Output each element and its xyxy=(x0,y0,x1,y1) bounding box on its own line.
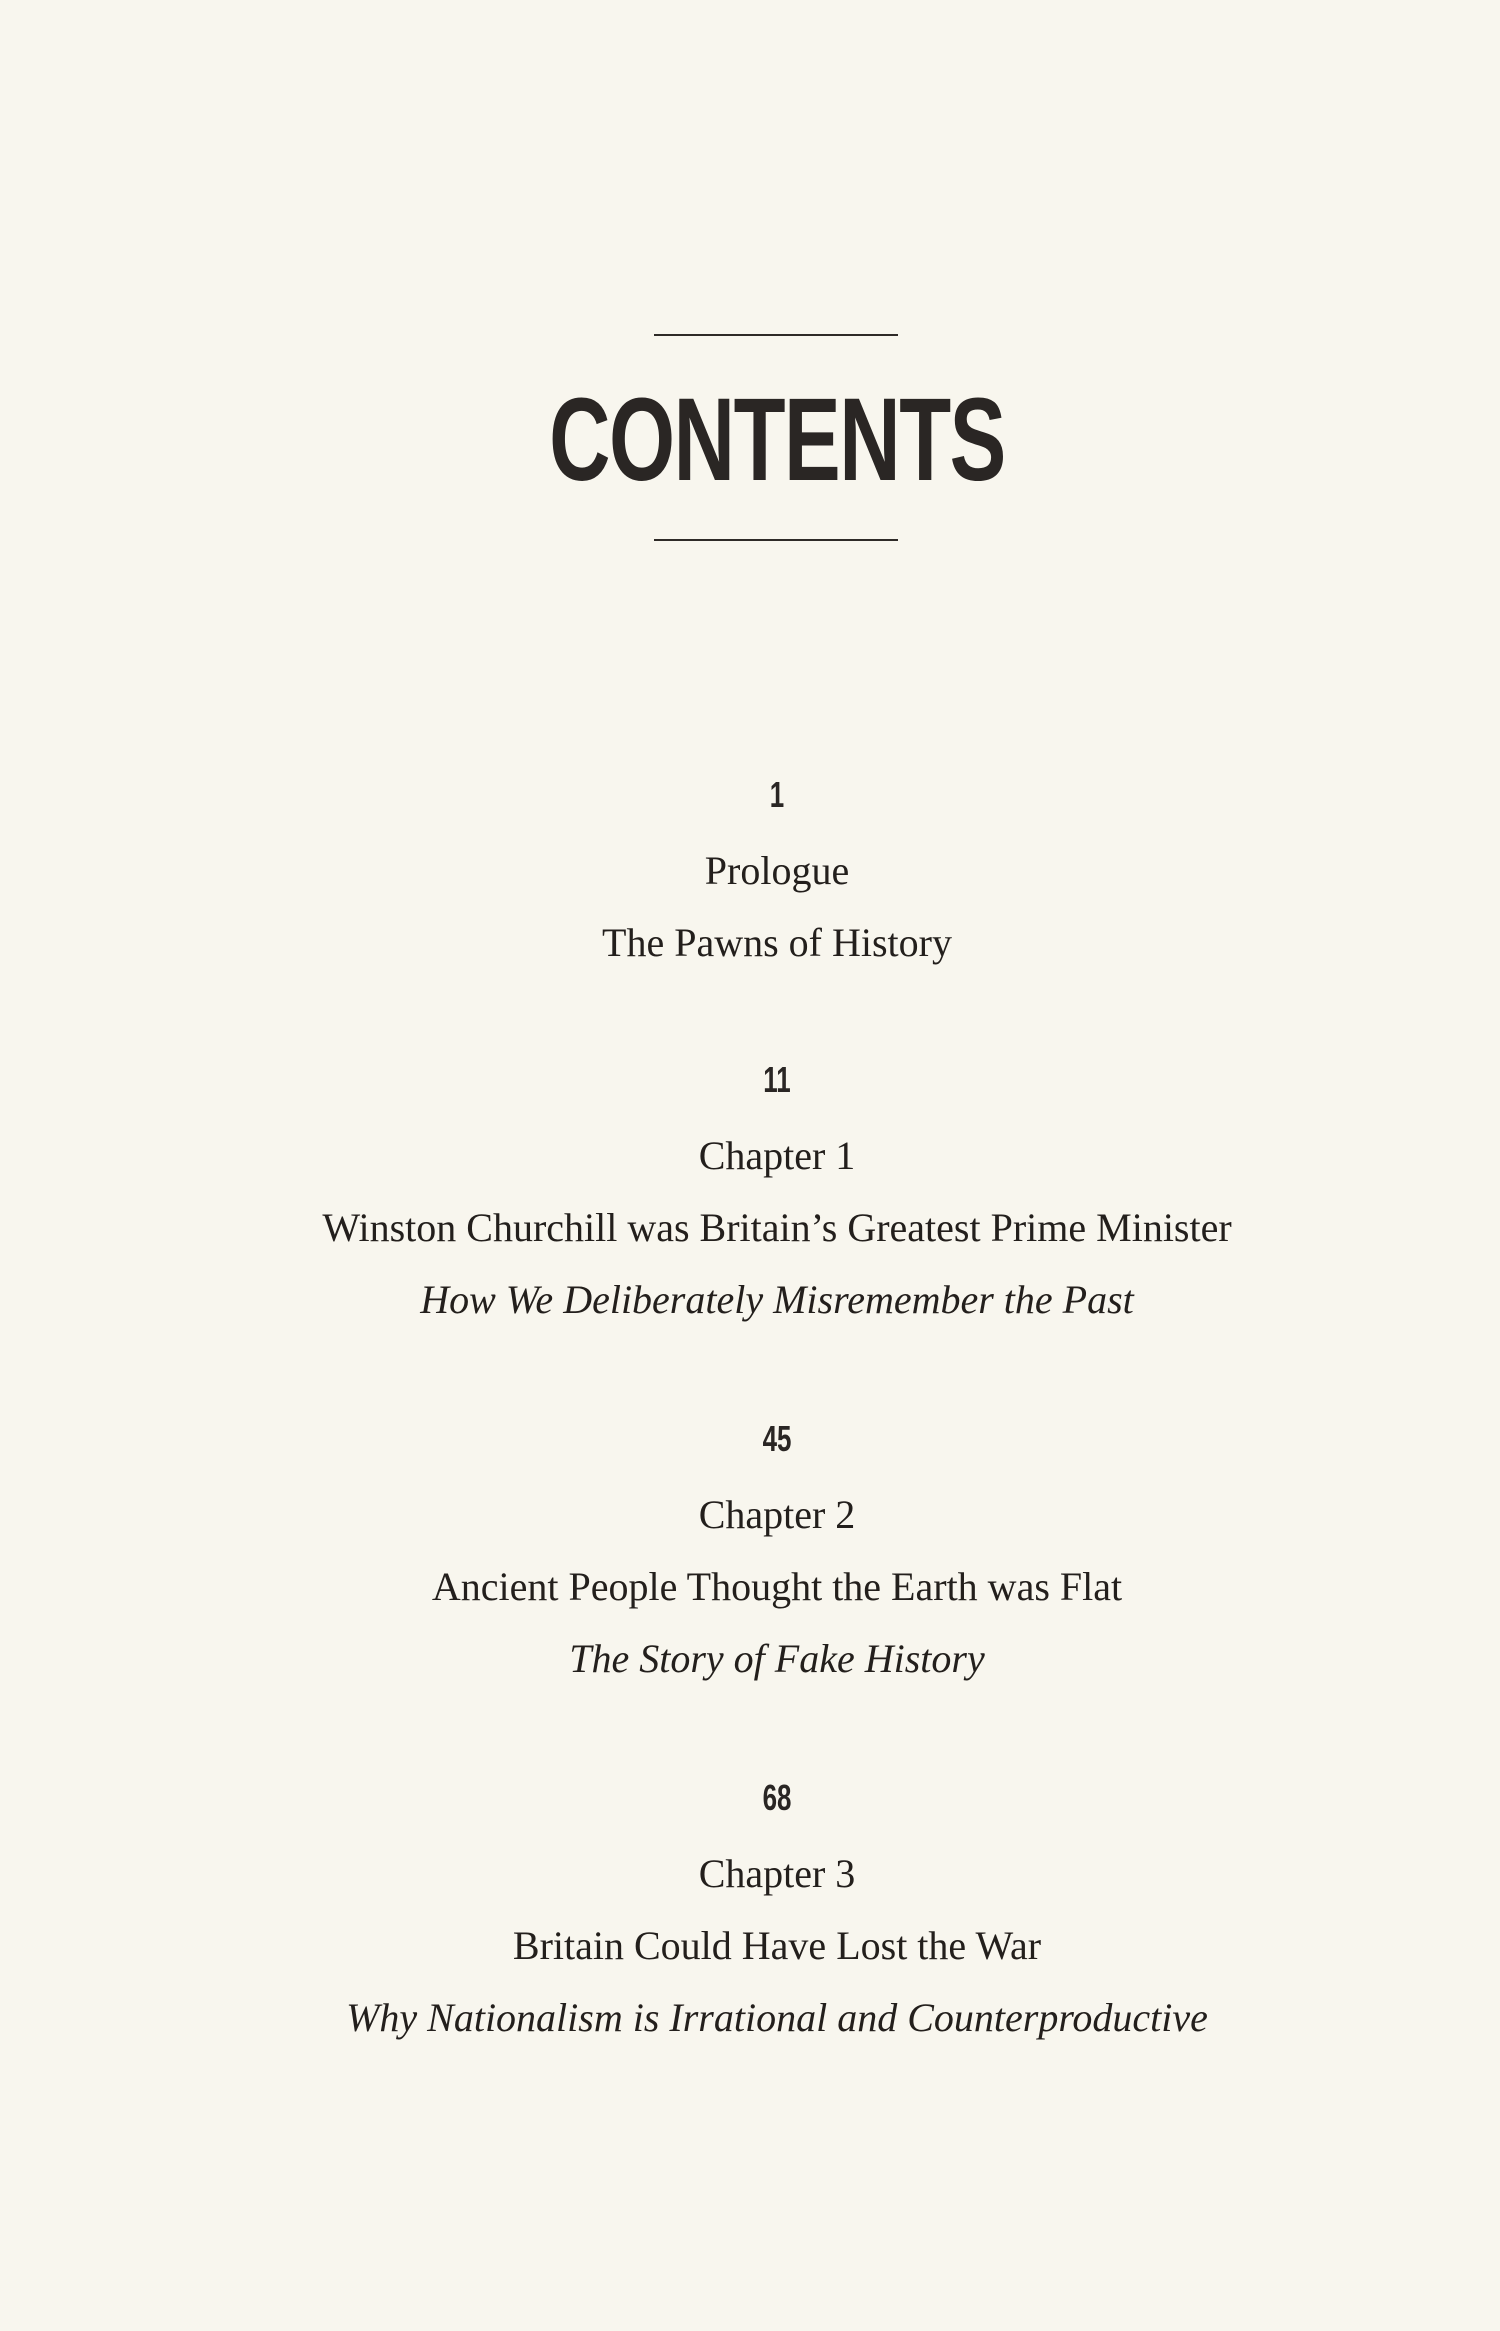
toc-entry-subtitle: Why Nationalism is Irrational and Counterproductive xyxy=(346,1995,1208,2040)
toc-entry-label: Chapter 1 xyxy=(698,1133,856,1178)
toc-entry-chapter-2 xyxy=(0,1419,1500,1695)
toc-entry-prologue xyxy=(0,775,1500,979)
heading-top-rule xyxy=(654,334,898,336)
toc-entry-subtitle: How We Deliberately Misremember the Past xyxy=(420,1277,1134,1322)
toc-entry-chapter-1 xyxy=(0,1060,1500,1336)
toc-entry-title: Winston Churchill was Britain’s Greatest Prime Minister xyxy=(322,1205,1232,1250)
toc-entry-subtitle: The Story of Fake History xyxy=(569,1636,985,1681)
heading-bottom-rule xyxy=(654,539,898,541)
toc-entry-chapter-3 xyxy=(0,1778,1500,2054)
toc-entry-title: Ancient People Thought the Earth was Flat xyxy=(431,1564,1123,1609)
toc-entry-title: The Pawns of History xyxy=(602,920,952,965)
toc-entry-label: Prologue xyxy=(704,848,850,893)
toc-page-number: 68 xyxy=(762,1777,792,1818)
toc-entry-label: Chapter 3 xyxy=(698,1851,856,1896)
page-title: CONTENTS xyxy=(549,374,1005,506)
toc-page-number: 45 xyxy=(762,1418,792,1459)
toc-entry-label: Chapter 2 xyxy=(698,1492,856,1537)
toc-page-number: 1 xyxy=(769,774,785,815)
toc-page-number: 11 xyxy=(763,1059,791,1100)
toc-entry-title: Britain Could Have Lost the War xyxy=(512,1923,1042,1968)
